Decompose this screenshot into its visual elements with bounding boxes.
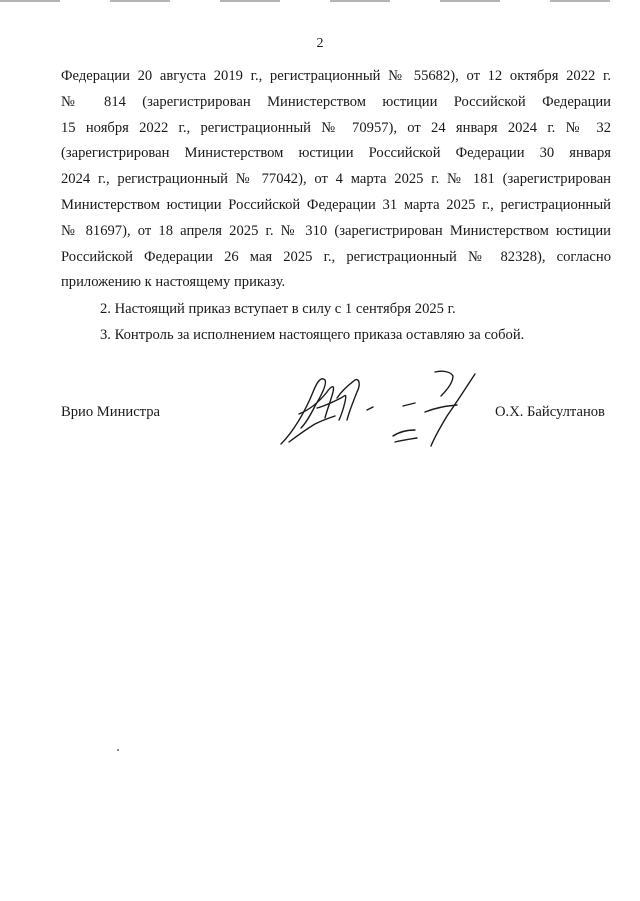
signatory-name: О.Х. Байсултанов (495, 404, 605, 420)
paragraph-line: Федерации 20 августа 2019 г., регистрационный № 55682), от 12 октября 2022 г. (61, 68, 611, 84)
paragraph-line: Российской Федерации 26 мая 2025 г., регистрационный № 82328), согласно (61, 248, 611, 265)
scan-edge-artifact (0, 0, 640, 2)
paragraph-line: приложению к настоящему приказу. (61, 274, 286, 291)
paragraph-line: Министерством юстиции Российской Федерации 31 марта 2025 г., регистрационный (61, 196, 611, 213)
paragraph-line: (зарегистрирован Министерством юстиции Российской Федерации 30 января (61, 145, 611, 162)
signature-image (275, 362, 500, 457)
signatory-title: Врио Министра (61, 404, 160, 420)
main-paragraph (61, 64, 611, 296)
scan-speck (117, 749, 119, 751)
paragraph-line: 15 ноября 2022 г., регистрационный № 70957), от 24 января 2024 г. № 32 (61, 119, 611, 136)
page-number: 2 (316, 36, 324, 51)
item-3-control: 3. Контроль за исполнением настоящего приказа оставляю за собой. (100, 327, 525, 343)
paragraph-line: 2024 г., регистрационный № 77042), от 4 марта 2025 г. № 181 (зарегистрирован (61, 171, 611, 188)
paragraph-line: № 814 (зарегистрирован Министерством юстиции Российской Федерации (61, 93, 611, 110)
paragraph-line: № 81697), от 18 апреля 2025 г. № 310 (зарегистрирован Министерством юстиции (61, 222, 611, 239)
item-2-effective-date: 2. Настоящий приказ вступает в силу с 1 сентября 2025 г. (100, 301, 456, 317)
